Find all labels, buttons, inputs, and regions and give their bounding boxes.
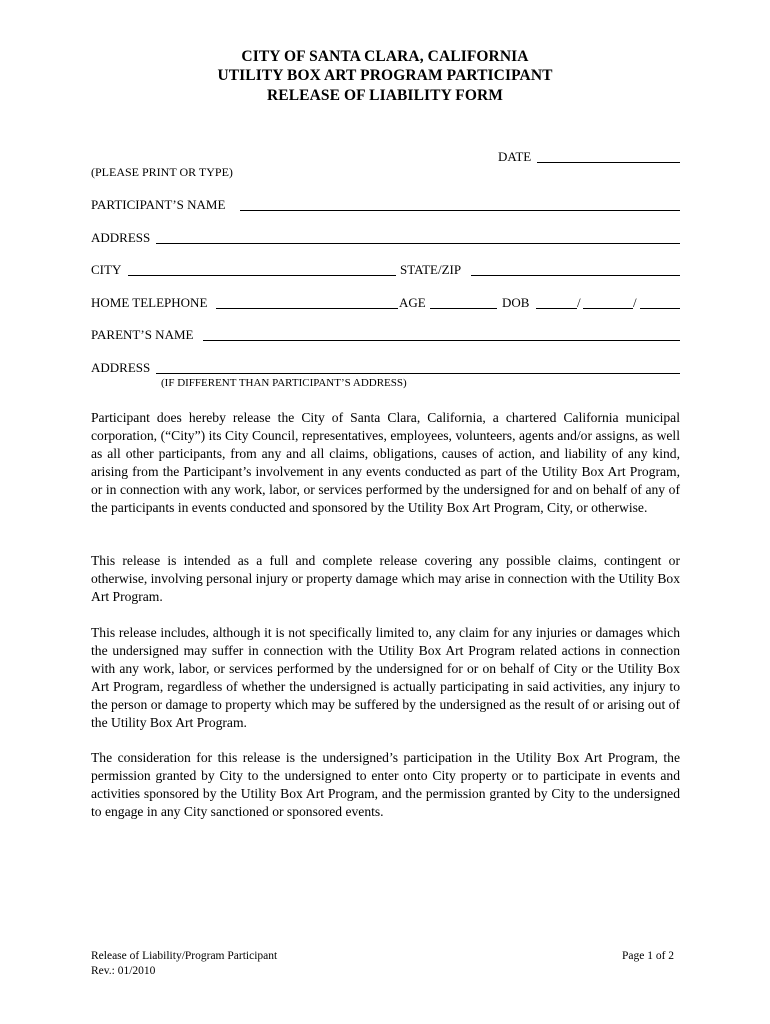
print-note: (PLEASE PRINT OR TYPE) (91, 165, 233, 179)
participant-name-field[interactable] (240, 210, 680, 211)
date-label: DATE (498, 149, 532, 164)
age-label: AGE (399, 295, 426, 310)
home-telephone-label: HOME TELEPHONE (91, 295, 208, 310)
scope-paragraph: This release is intended as a full and complete release covering any possible claims, contingent or otherwise, involving personal injury or property damage which may arise in connection with the Utility Box Art Program. (91, 553, 680, 604)
header-program: UTILITY BOX ART PROGRAM PARTICIPANT (217, 67, 553, 84)
city-field[interactable] (128, 275, 396, 276)
age-field[interactable] (430, 308, 497, 309)
inclusions-paragraph: This release includes, although it is not specifically limited to, any claim for any injuries or damages which the undersigned may suffer in connection with the Utility Box Art Program related actions in connection with any work, labor, or services performed by the undersigned for or on behalf of City or the Utility Box Art Program, regardless of whether the undersigned is actually participating in said activities, any injury to the person or damage to property which may be suffered by the undersigned as the result of or arising out of the Utility Box Art Program. (91, 625, 680, 730)
home-telephone-field[interactable] (216, 308, 398, 309)
dob-separator: / (577, 295, 581, 310)
parent-address-note: (IF DIFFERENT THAN PARTICIPANT’S ADDRESS) (161, 377, 407, 389)
dob-label: DOB (502, 295, 530, 310)
participant-name-label: PARTICIPANT’S NAME (91, 197, 226, 212)
header-city: CITY OF SANTA CLARA, CALIFORNIA (241, 48, 529, 65)
dob-separator: / (633, 295, 637, 310)
footer-doc-name: Release of Liability/Program Participant (91, 950, 278, 962)
footer-page-number: Page 1 of 2 (622, 950, 675, 962)
dob-year-field[interactable] (640, 308, 680, 309)
parent-address-field[interactable] (156, 373, 680, 374)
date-field[interactable] (537, 162, 680, 163)
parent-name-field[interactable] (203, 340, 680, 341)
city-label: CITY (91, 262, 122, 277)
footer-revision: Rev.: 01/2010 (91, 965, 156, 977)
state-zip-field[interactable] (471, 275, 680, 276)
dob-month-field[interactable] (536, 308, 577, 309)
state-zip-label: STATE/ZIP (400, 262, 462, 277)
consideration-paragraph: The consideration for this release is the undersigned’s participation in the Utility Box Art Program, the permission granted by City to the undersigned to enter onto City property or to participate in events and activities sponsored by the Utility Box Art Program, and the permission granted by City to the undersigned to engage in any City sanctioned or sponsored events. (91, 750, 680, 819)
parent-address-label: ADDRESS (91, 360, 151, 375)
address-label: ADDRESS (91, 230, 151, 245)
parent-name-label: PARENT’S NAME (91, 327, 194, 342)
release-paragraph: Participant does hereby release the City of Santa Clara, California, a chartered California municipal corporation, (“City”) its City Council, representatives, employees, volunteers, agents and/or assigns, as well as all other participants, from any and all claims, obligations, causes of action, and liability of any kind, arising from the Participant’s involvement in any events conducted as part of the Utility Box Art Program, or in connection with any work, labor, or services performed by the undersigned for and on behalf of any of the participants in events conducted and sponsored by the Utility Box Art Program, City, or otherwise. (91, 410, 680, 515)
dob-day-field[interactable] (583, 308, 633, 309)
header-form-title: RELEASE OF LIABILITY FORM (266, 87, 504, 104)
address-field[interactable] (156, 243, 680, 244)
